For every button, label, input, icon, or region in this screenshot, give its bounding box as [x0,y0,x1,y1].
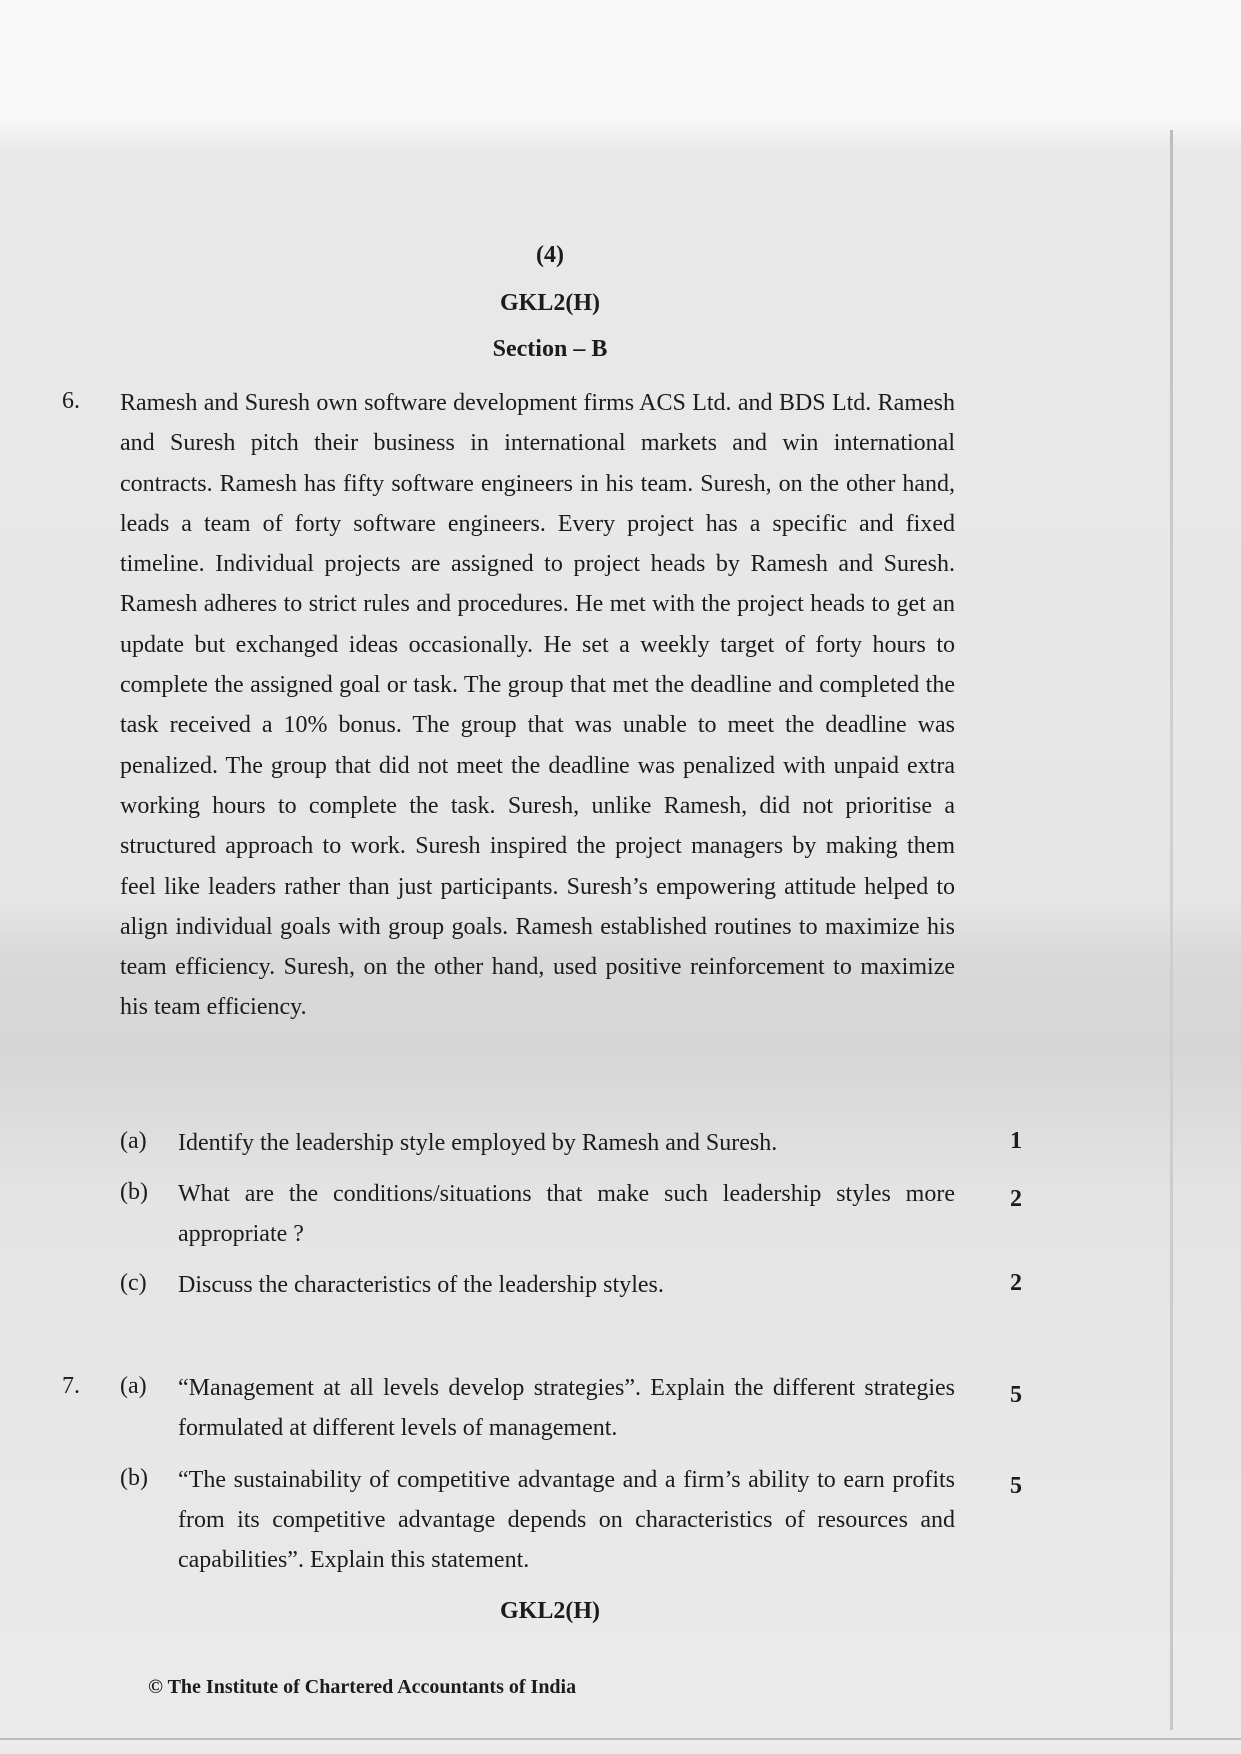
paper-code-header: GKL2(H) [500,290,600,316]
part-marks: 2 [1010,1186,1022,1212]
question-7-number: 7. [62,1373,80,1399]
section-title: Section – B [492,336,608,362]
part-marks: 5 [1010,1382,1022,1408]
paper-code-footer: GKL2(H) [500,1598,600,1624]
copyright-notice: © The Institute of Chartered Accountants of India [148,1676,577,1698]
part-label: (a) [120,1373,147,1399]
part-label: (b) [120,1179,148,1205]
question-6-number: 6. [62,388,80,414]
part-text: Identify the leadership style employed by Ramesh and Suresh. [178,1130,778,1156]
part-label: (c) [120,1270,147,1296]
question-6-passage: Ramesh and Suresh own software development firms ACS Ltd. and BDS Ltd. Ramesh and Suresh pitch their business in international markets and win international contracts. Ramesh has fifty software engineers in his team. Suresh, on the other hand, leads a team of forty software engineers. Every project has a specific and fixed timeline. Individual projects are assigned to project heads by Ramesh and Suresh. Ramesh adheres to strict rules and procedures. He met with the project heads to get an update but exchanged ideas occasionally. He set a weekly target of forty hours to complete the assigned goal or task. The group that met the deadline and completed the task received a 10% bonus. The group that was unable to meet the deadline was penalized. The group that did not meet the deadline was penalized with unpaid extra working hours to complete the task. Suresh, unlike Ramesh, did not prioritise a structured approach to work. Suresh inspired the project managers by making them feel like leaders rather than just participants. Suresh’s empowering attitude helped to align individual goals with group goals. Ramesh established routines to maximize his team efficiency. Suresh, on the other hand, used positive reinforcement to maximize his team efficiency. [120,390,955,1021]
part-label: (a) [120,1128,147,1154]
part-marks: 2 [1010,1270,1022,1296]
part-text: “Management at all levels develop strategies”. Explain the different strategies formulated at different levels of management. [178,1375,955,1441]
part-marks: 1 [1010,1128,1022,1154]
part-text: Discuss the characteristics of the leadership styles. [178,1272,664,1298]
page-number: (4) [536,242,564,268]
part-marks: 5 [1010,1473,1022,1499]
part-text: What are the conditions/situations that make such leadership styles more appropriate ? [178,1181,955,1247]
part-text: “The sustainability of competitive advantage and a firm’s ability to earn profits from its competitive advantage depends on characteristics of resources and capabilities”. Explain this statement. [178,1467,955,1573]
part-label: (b) [120,1465,148,1491]
